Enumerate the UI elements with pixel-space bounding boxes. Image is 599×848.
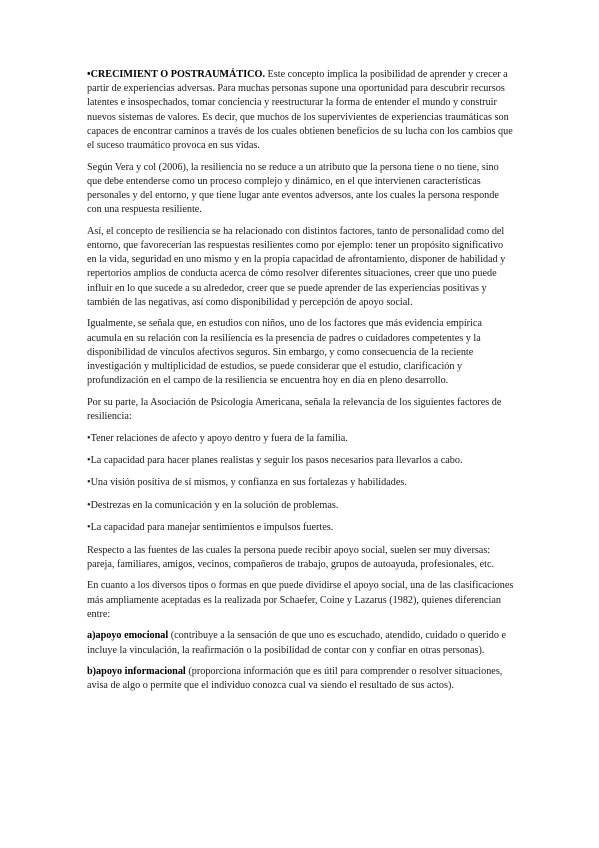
bullet-item: •La capacidad para manejar sentimientos e impulsos fuertes.	[87, 522, 334, 534]
bullet-item: •La capacidad para hacer planes realistas y seguir los pasos necesarios para llevarlos a cabo.	[87, 455, 463, 467]
paragraph-apoyo-emocional	[87, 629, 515, 657]
paragraph-crecimiento-postraumatico	[87, 68, 515, 153]
paragraph-apa: Por su parte, la Asociación de Psicología Americana, señala la relevancia de los siguientes factores de resiliencia:	[87, 396, 502, 423]
bullet-item: •Una visión positiva de sí mismos, y confianza en sus fortalezas y habilidades.	[87, 477, 407, 489]
term-label: b)apoyo informacional	[87, 666, 186, 678]
paragraph-text: Este concepto implica la posibilidad de aprender y crecer a partir de experiencias adversas. Para muchas personas supone una oportunidad para descubrir recursos latentes e insospechados, tomar conciencia y reestructurar la forma de entender el mundo y construir nuevos sistemas de valores. Es decir, que muchos de los supervivientes de experiencias traumáticas son capaces de encontrar caminos a través de los cuales obtienen beneficios de su lucha con los cambios que el suceso traumático provoca en sus vidas.	[87, 69, 513, 152]
paragraph-tipos-apoyo: En cuanto a los diversos tipos o formas en que puede dividirse el apoyo social, una de las clasificaciones más ampliamente aceptadas es la realizada por Schaefer, Coine y Lazarus (1982), quienes diferencian entre:	[87, 580, 514, 620]
paragraph-vera: Según Vera y col (2006), la resiliencia no se reduce a un atributo que la persona tiene o no tiene, sino que debe entenderse como un proceso complejo y dinámico, en el que intervienen características personales y del entorno, y que tiene lugar ante eventos adversos, ante los cuales la persona responde con una respuesta resiliente.	[87, 161, 499, 216]
bullet-item: •Destrezas en la comunicación y en la solución de problemas.	[87, 499, 339, 511]
term-definition: (contribuye a la sensación de que uno es escuchado, atendido, cuidado o querido e incluye la vinculación, la reafirmación o la posibilidad de contar con y confiar en otras personas).	[87, 630, 506, 656]
document-body	[87, 68, 515, 701]
paragraph-estudios-ninos: Igualmente, se señala que, en estudios con niños, uno de los factores que más evidencia empírica acumula en su relación con la resiliencia es la presencia de padres o cuidadores competentes y la disponibilidad de vínculos afectivos seguros. Sin embargo, y como consecuencia de la reciente investigación y multiplicidad de estudios, se puede considerar que el estudio, clarificación y profundización en el campo de la resiliencia se encuentra hoy en día en pleno desarrollo.	[87, 318, 482, 387]
bullet-item: •Tener relaciones de afecto y apoyo dentro y fuera de la familia.	[87, 432, 348, 444]
term-label: a)apoyo emocional	[87, 630, 169, 642]
term-definition: (proporciona información que es útil para comprender o resolver situaciones, avisa de algo o permite que el individuo conozca cual va siendo el resultado de sus actos).	[87, 666, 503, 692]
paragraph-factores: Así, el concepto de resiliencia se ha relacionado con distintos factores, tanto de personalidad como del entorno, que favorecerían las respuestas resilientes como por ejemplo: tener un propósito significativo en la vida, seguridad en uno mismo y en la propia capacidad de afrontamiento, disponer de habilidad y repertorios amplios de conducta acerca de cómo resolver diferentes situaciones, creer que uno puede influir en lo que sucede a su alrededor, creer que se puede aprender de las experiencias positivas y también de las negativas, así como disponibilidad y percepción de apoyo social.	[87, 225, 506, 308]
paragraph-apoyo-informacional	[87, 665, 515, 693]
paragraph-fuentes-apoyo: Respecto a las fuentes de las cuales la persona puede recibir apoyo social, suelen ser muy diversas: pareja, familiares, amigos, vecinos, compañeros de trabajo, grupos de autoayuda, profesionales, etc.	[87, 544, 495, 570]
section-heading: •CRECIMIENT O POSTRAUMÁTICO.	[87, 69, 265, 80]
